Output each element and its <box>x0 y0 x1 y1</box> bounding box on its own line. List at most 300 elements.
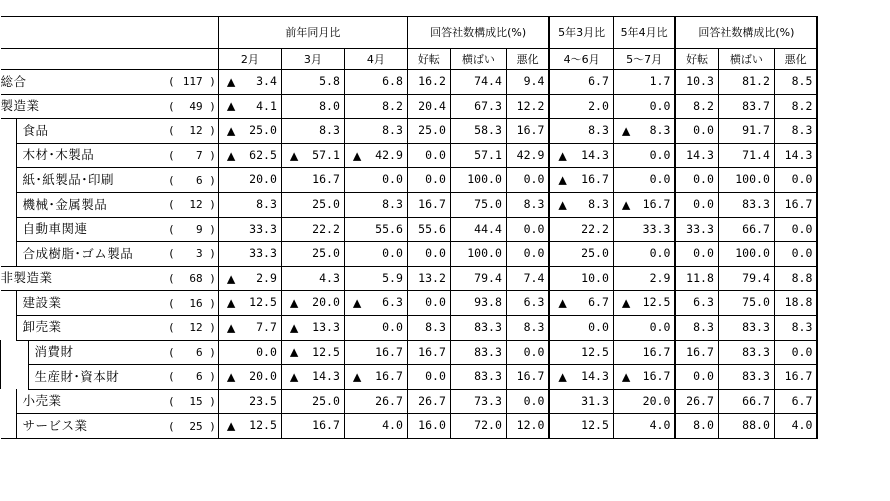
value-cell: 72.0 <box>450 414 506 439</box>
indent-cell <box>1 291 17 316</box>
value-cell: 6.8 <box>344 70 407 95</box>
count-value: 49 <box>189 99 203 113</box>
indent-cell <box>1 192 17 217</box>
respondent-count <box>168 70 218 95</box>
value-cell: 73.3 <box>450 389 506 414</box>
paren-open: ( <box>168 296 175 310</box>
negative-value: 16.7 <box>581 172 609 187</box>
table-row <box>1 168 818 193</box>
paren-open: ( <box>168 149 175 163</box>
respondent-count <box>168 365 218 390</box>
table-row <box>1 365 818 390</box>
value-cell <box>281 143 344 168</box>
header-march-compare: 5年3月比 <box>549 17 613 49</box>
subheader-apr: 4月 <box>344 49 407 70</box>
indent-cell <box>1 315 17 340</box>
table-body <box>1 70 818 439</box>
value-cell: 1.7 <box>613 70 675 95</box>
value-cell: 5.8 <box>281 70 344 95</box>
value-cell <box>218 365 281 390</box>
subheader-better-2: 好転 <box>675 49 718 70</box>
value-cell: 13.2 <box>407 266 450 291</box>
value-cell <box>549 192 613 217</box>
value-cell: 42.9 <box>506 143 549 168</box>
value-cell: 16.7 <box>675 340 718 365</box>
count-value: 12 <box>189 124 203 138</box>
value-cell: 0.0 <box>675 119 718 144</box>
row-label: 紙･紙製品･印刷 <box>16 168 168 193</box>
value-cell: 100.0 <box>450 168 506 193</box>
count-value: 117 <box>182 75 203 89</box>
negative-marker-icon: ▲ <box>226 321 236 335</box>
subheader-better-1: 好転 <box>407 49 450 70</box>
negative-marker-icon: ▲ <box>558 296 567 310</box>
paren-open: ( <box>168 272 175 286</box>
value-cell: 0.0 <box>218 340 281 365</box>
negative-value: 14.3 <box>312 369 340 384</box>
indent-cell <box>1 119 17 144</box>
value-cell: 0.0 <box>506 340 549 365</box>
negative-value: 12.5 <box>642 295 671 310</box>
value-cell <box>218 94 281 119</box>
negative-value: 14.3 <box>581 147 609 162</box>
value-cell: 0.0 <box>675 192 718 217</box>
respondent-count <box>168 143 218 168</box>
count-value: 6 <box>196 345 203 359</box>
table-row <box>1 217 818 242</box>
paren-open: ( <box>168 75 175 89</box>
table-row <box>1 242 818 267</box>
value-cell <box>218 266 281 291</box>
value-cell: 58.3 <box>450 119 506 144</box>
subheader-may-jul: 5～7月 <box>613 49 675 70</box>
respondent-count <box>168 414 218 439</box>
value-cell: 8.3 <box>774 119 817 144</box>
value-cell: 4.0 <box>344 414 407 439</box>
value-cell: 6.3 <box>675 291 718 316</box>
subheader-worse-2: 悪化 <box>774 49 817 70</box>
row-label: 木材･木製品 <box>16 143 168 168</box>
count-value: 7 <box>196 149 203 163</box>
value-cell: 2.9 <box>613 266 675 291</box>
row-label: 消費財 <box>28 340 168 365</box>
value-cell: 8.3 <box>281 119 344 144</box>
paren-close: ) <box>202 75 216 89</box>
row-label: サービス業 <box>16 414 168 439</box>
negative-marker-icon: ▲ <box>289 149 299 163</box>
value-cell: 11.8 <box>675 266 718 291</box>
value-cell: 71.4 <box>718 143 774 168</box>
value-cell: 8.3 <box>344 192 407 217</box>
count-value: 25 <box>189 419 203 433</box>
value-cell <box>218 119 281 144</box>
value-cell: 83.3 <box>718 340 774 365</box>
negative-value: 6.3 <box>382 295 403 310</box>
value-cell: 6.7 <box>549 70 613 95</box>
negative-marker-icon: ▲ <box>289 321 299 335</box>
negative-marker-icon: ▲ <box>226 272 236 286</box>
negative-marker-icon: ▲ <box>226 149 236 163</box>
value-cell: 20.4 <box>407 94 450 119</box>
indent-cell <box>16 340 28 365</box>
value-cell: 14.3 <box>774 143 817 168</box>
paren-close: ) <box>202 419 216 433</box>
value-cell: 4.0 <box>774 414 817 439</box>
value-cell: 100.0 <box>450 242 506 267</box>
value-cell: 2.0 <box>549 94 613 119</box>
paren-open: ( <box>168 345 175 359</box>
negative-marker-icon: ▲ <box>558 198 567 212</box>
respondent-count <box>168 266 218 291</box>
negative-marker-icon: ▲ <box>226 419 236 433</box>
header-april-compare: 5年4月比 <box>613 17 675 49</box>
value-cell: 16.7 <box>613 340 675 365</box>
value-cell: 16.7 <box>407 192 450 217</box>
negative-value: 4.1 <box>256 98 277 113</box>
value-cell: 25.0 <box>281 192 344 217</box>
value-cell: 75.0 <box>450 192 506 217</box>
value-cell: 8.5 <box>774 70 817 95</box>
value-cell: 8.2 <box>675 94 718 119</box>
value-cell: 9.4 <box>506 70 549 95</box>
value-cell: 25.0 <box>407 119 450 144</box>
indent-cell <box>16 365 28 390</box>
value-cell: 8.3 <box>218 192 281 217</box>
value-cell: 33.3 <box>218 217 281 242</box>
value-cell <box>281 365 344 390</box>
value-cell: 22.2 <box>281 217 344 242</box>
value-cell <box>218 143 281 168</box>
value-cell: 74.4 <box>450 70 506 95</box>
value-cell: 0.0 <box>774 217 817 242</box>
negative-value: 16.7 <box>375 369 403 384</box>
subheader-apr-jun: 4～6月 <box>549 49 613 70</box>
value-cell <box>218 315 281 340</box>
value-cell: 26.7 <box>344 389 407 414</box>
negative-value: 8.3 <box>649 123 671 138</box>
value-cell: 55.6 <box>407 217 450 242</box>
respondent-count <box>168 94 218 119</box>
paren-close: ) <box>202 124 216 138</box>
value-cell: 83.3 <box>450 315 506 340</box>
value-cell: 8.3 <box>506 192 549 217</box>
paren-open: ( <box>168 419 175 433</box>
paren-close: ) <box>202 99 216 113</box>
negative-marker-icon: ▲ <box>352 370 362 384</box>
paren-open: ( <box>168 198 175 212</box>
subheader-flat-1: 横ばい <box>450 49 506 70</box>
count-value: 3 <box>196 247 203 261</box>
value-cell <box>613 192 675 217</box>
value-cell: 8.0 <box>281 94 344 119</box>
value-cell <box>218 70 281 95</box>
value-cell: 0.0 <box>344 168 407 193</box>
value-cell: 0.0 <box>407 242 450 267</box>
value-cell: 66.7 <box>718 389 774 414</box>
paren-close: ) <box>202 173 216 187</box>
negative-marker-icon: ▲ <box>226 99 236 113</box>
value-cell: 67.3 <box>450 94 506 119</box>
value-cell <box>613 291 675 316</box>
value-cell: 0.0 <box>549 315 613 340</box>
subheader-mar: 3月 <box>281 49 344 70</box>
paren-open: ( <box>168 99 175 113</box>
respondent-count <box>168 168 218 193</box>
value-cell: 0.0 <box>675 168 718 193</box>
respondent-count <box>168 315 218 340</box>
table-row <box>1 389 818 414</box>
row-label: 非製造業 <box>1 266 169 291</box>
value-cell: 20.0 <box>613 389 675 414</box>
value-cell <box>281 340 344 365</box>
value-cell: 8.3 <box>774 315 817 340</box>
table-row <box>1 266 818 291</box>
value-cell: 33.3 <box>675 217 718 242</box>
value-cell: 10.3 <box>675 70 718 95</box>
negative-value: 57.1 <box>312 147 340 162</box>
value-cell: 0.0 <box>407 291 450 316</box>
value-cell: 8.2 <box>774 94 817 119</box>
value-cell: 83.7 <box>718 94 774 119</box>
negative-value: 12.5 <box>249 295 277 310</box>
table-row <box>1 94 818 119</box>
value-cell: 16.7 <box>506 365 549 390</box>
respondent-count <box>168 389 218 414</box>
negative-value: 13.3 <box>312 319 340 334</box>
value-cell: 25.0 <box>281 389 344 414</box>
value-cell: 75.0 <box>718 291 774 316</box>
row-label: 建設業 <box>16 291 168 316</box>
respondent-count <box>168 192 218 217</box>
negative-value: 16.7 <box>642 197 671 212</box>
value-cell: 0.0 <box>774 168 817 193</box>
indent-cell <box>1 365 17 390</box>
negative-marker-icon: ▲ <box>352 149 362 163</box>
negative-value: 12.5 <box>312 344 340 359</box>
value-cell: 93.8 <box>450 291 506 316</box>
value-cell: 0.0 <box>675 365 718 390</box>
paren-close: ) <box>202 222 216 236</box>
indent-cell <box>1 242 17 267</box>
negative-marker-icon: ▲ <box>352 296 362 310</box>
value-cell: 0.0 <box>774 340 817 365</box>
header-ratio-1: 回答社数構成比(%) <box>407 17 549 49</box>
header-ratio-2: 回答社数構成比(%) <box>675 17 817 49</box>
value-cell: 83.3 <box>718 315 774 340</box>
negative-value: 2.9 <box>256 270 277 285</box>
value-cell: 8.3 <box>549 119 613 144</box>
value-cell: 16.7 <box>281 168 344 193</box>
table-row <box>1 143 818 168</box>
negative-marker-icon: ▲ <box>226 370 236 384</box>
value-cell: 0.0 <box>613 315 675 340</box>
count-value: 68 <box>189 272 203 286</box>
negative-marker-icon: ▲ <box>558 173 567 187</box>
indent-cell <box>1 340 17 365</box>
value-cell: 25.0 <box>549 242 613 267</box>
value-cell: 8.3 <box>675 315 718 340</box>
row-label: 製造業 <box>1 94 169 119</box>
value-cell <box>344 365 407 390</box>
negative-marker-icon: ▲ <box>226 124 236 138</box>
negative-value: 25.0 <box>249 123 277 138</box>
value-cell: 83.3 <box>718 365 774 390</box>
value-cell: 12.0 <box>506 414 549 439</box>
paren-close: ) <box>202 370 216 384</box>
paren-open: ( <box>168 222 175 236</box>
count-value: 6 <box>196 370 203 384</box>
value-cell: 0.0 <box>407 168 450 193</box>
value-cell: 8.3 <box>344 119 407 144</box>
corner-cell <box>1 17 219 49</box>
respondent-count <box>168 217 218 242</box>
value-cell: 16.2 <box>407 70 450 95</box>
value-cell: 0.0 <box>613 143 675 168</box>
value-cell: 100.0 <box>718 168 774 193</box>
row-label: 卸売業 <box>16 315 168 340</box>
negative-value: 62.5 <box>249 147 277 162</box>
negative-value: 3.4 <box>256 74 277 89</box>
count-value: 15 <box>189 395 203 409</box>
value-cell <box>344 291 407 316</box>
value-cell: 20.0 <box>218 168 281 193</box>
value-cell: 100.0 <box>718 242 774 267</box>
value-cell: 44.4 <box>450 217 506 242</box>
negative-marker-icon: ▲ <box>621 124 631 138</box>
paren-open: ( <box>168 124 175 138</box>
paren-close: ) <box>202 149 216 163</box>
value-cell: 26.7 <box>675 389 718 414</box>
indent-cell <box>1 414 17 439</box>
paren-open: ( <box>168 173 175 187</box>
paren-close: ) <box>202 296 216 310</box>
corner-cell-2 <box>1 49 219 70</box>
negative-value: 8.3 <box>588 197 609 212</box>
value-cell: 0.0 <box>613 242 675 267</box>
negative-value: 6.7 <box>588 295 609 310</box>
value-cell: 55.6 <box>344 217 407 242</box>
value-cell: 0.0 <box>675 242 718 267</box>
paren-open: ( <box>168 370 175 384</box>
paren-open: ( <box>168 395 175 409</box>
value-cell: 12.5 <box>549 340 613 365</box>
row-label: 合成樹脂･ゴム製品 <box>16 242 168 267</box>
value-cell <box>344 143 407 168</box>
value-cell: 8.3 <box>506 315 549 340</box>
value-cell: 88.0 <box>718 414 774 439</box>
value-cell: 5.9 <box>344 266 407 291</box>
value-cell: 0.0 <box>407 143 450 168</box>
value-cell: 83.3 <box>450 340 506 365</box>
value-cell <box>549 365 613 390</box>
value-cell: 79.4 <box>450 266 506 291</box>
table-row <box>1 192 818 217</box>
value-cell: 16.7 <box>407 340 450 365</box>
value-cell: 22.2 <box>549 217 613 242</box>
value-cell: 83.3 <box>450 365 506 390</box>
value-cell: 0.0 <box>506 389 549 414</box>
value-cell: 7.4 <box>506 266 549 291</box>
value-cell: 16.7 <box>344 340 407 365</box>
respondent-count <box>168 242 218 267</box>
count-value: 12 <box>189 321 203 335</box>
negative-marker-icon: ▲ <box>621 370 631 384</box>
table-row <box>1 291 818 316</box>
value-cell: 8.3 <box>407 315 450 340</box>
negative-value: 20.0 <box>249 369 277 384</box>
value-cell: 33.3 <box>218 242 281 267</box>
respondent-count <box>168 291 218 316</box>
value-cell: 14.3 <box>675 143 718 168</box>
paren-close: ) <box>202 395 216 409</box>
negative-value: 20.0 <box>312 295 340 310</box>
negative-value: 7.7 <box>256 319 277 334</box>
value-cell: 6.7 <box>774 389 817 414</box>
value-cell: 16.7 <box>774 192 817 217</box>
indent-cell <box>1 143 17 168</box>
count-value: 6 <box>196 173 203 187</box>
value-cell: 23.5 <box>218 389 281 414</box>
value-cell: 0.0 <box>407 365 450 390</box>
value-cell <box>549 143 613 168</box>
respondent-count <box>168 119 218 144</box>
value-cell: 91.7 <box>718 119 774 144</box>
value-cell: 26.7 <box>407 389 450 414</box>
negative-marker-icon: ▲ <box>558 149 567 163</box>
paren-open: ( <box>168 247 175 261</box>
value-cell <box>549 168 613 193</box>
business-outlook-table <box>0 16 818 439</box>
value-cell: 16.7 <box>506 119 549 144</box>
value-cell: 8.2 <box>344 94 407 119</box>
header-yoy: 前年同月比 <box>218 17 407 49</box>
paren-open: ( <box>168 321 175 335</box>
value-cell: 33.3 <box>613 217 675 242</box>
value-cell: 25.0 <box>281 242 344 267</box>
respondent-count <box>168 340 218 365</box>
negative-marker-icon: ▲ <box>621 296 631 310</box>
value-cell <box>281 315 344 340</box>
row-label: 総合 <box>1 70 169 95</box>
paren-close: ) <box>202 345 216 359</box>
value-cell: 79.4 <box>718 266 774 291</box>
count-value: 16 <box>189 296 203 310</box>
value-cell <box>613 365 675 390</box>
negative-value: 12.5 <box>249 418 277 433</box>
indent-cell <box>1 217 17 242</box>
row-label: 機械･金属製品 <box>16 192 168 217</box>
value-cell: 12.5 <box>549 414 613 439</box>
value-cell: 0.0 <box>774 242 817 267</box>
value-cell: 81.2 <box>718 70 774 95</box>
subheader-flat-2: 横ばい <box>718 49 774 70</box>
value-cell <box>549 291 613 316</box>
negative-value: 42.9 <box>375 147 403 162</box>
subheader-worse-1: 悪化 <box>506 49 549 70</box>
negative-marker-icon: ▲ <box>226 296 236 310</box>
paren-close: ) <box>202 272 216 286</box>
value-cell: 0.0 <box>344 315 407 340</box>
table-row <box>1 340 818 365</box>
value-cell: 12.2 <box>506 94 549 119</box>
value-cell: 16.0 <box>407 414 450 439</box>
value-cell <box>218 414 281 439</box>
count-value: 9 <box>196 222 203 236</box>
value-cell: 0.0 <box>506 217 549 242</box>
subheader-feb: 2月 <box>218 49 281 70</box>
negative-marker-icon: ▲ <box>558 370 567 384</box>
paren-close: ) <box>202 247 216 261</box>
